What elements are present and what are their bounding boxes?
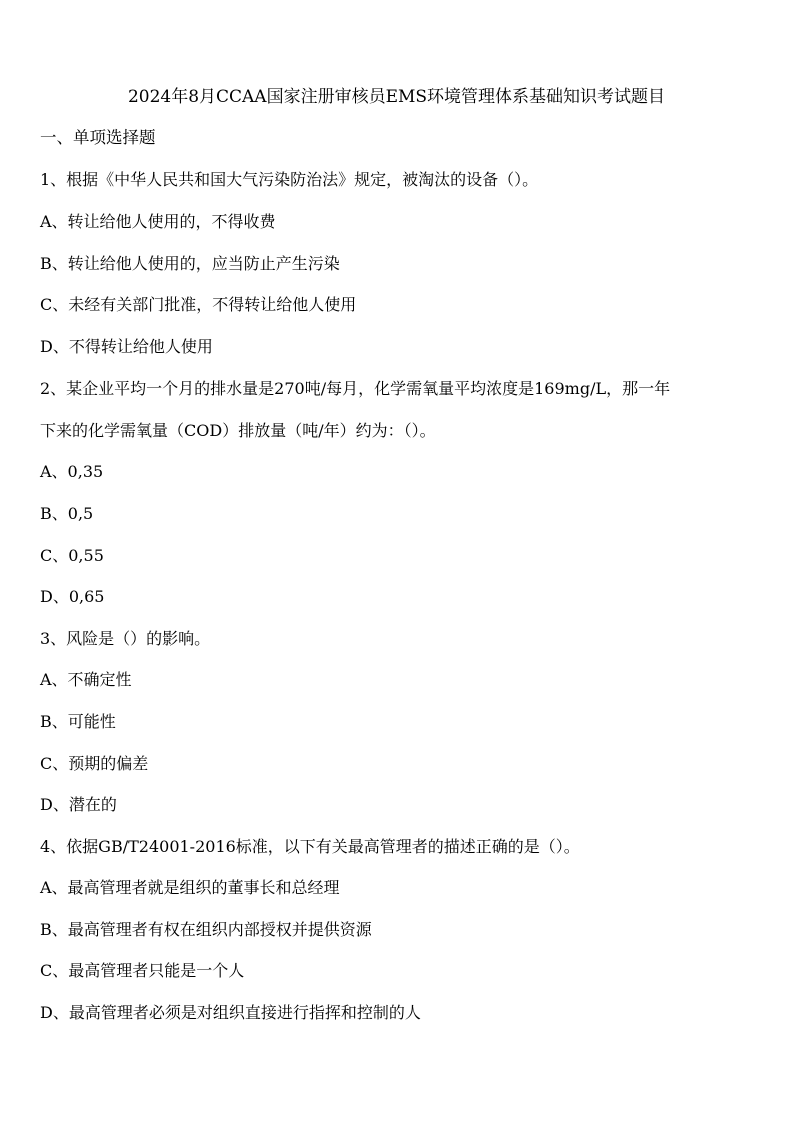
document-title: 2024年8月CCAA国家注册审核员EMS环境管理体系基础知识考试题目 [127, 87, 666, 107]
question-2-stem-line-1: 2、某企业平均一个月的排水量是270吨/每月，化学需氧量平均浓度是169mg/L，那一年 [40, 379, 671, 398]
question-1-stem: 1、根据《中华人民共和国大气污染防治法》规定，被淘汰的设备（）。 [40, 170, 539, 189]
question-3-stem: 3、风险是（）的影响。 [40, 629, 211, 648]
question-4-stem: 4、依据GB/T24001-2016标准，以下有关最高管理者的描述正确的是（）。 [40, 837, 580, 856]
question-2-option-a: A、0,35 [40, 462, 104, 481]
question-1-option-b: B、转让给他人使用的，应当防止产生污染 [40, 254, 340, 273]
question-3-option-c: C、预期的偏差 [40, 754, 149, 773]
question-2-option-c: C、0,55 [40, 546, 104, 565]
question-2-option-d: D、0,65 [40, 587, 105, 606]
question-3-option-d: D、潜在的 [40, 795, 117, 814]
question-2-option-b: B、0,5 [40, 504, 94, 523]
question-1-option-d: D、不得转让给他人使用 [40, 337, 213, 356]
question-4-option-c: C、最高管理者只能是一个人 [40, 961, 245, 980]
question-3-option-b: B、可能性 [40, 712, 116, 731]
question-1-option-c: C、未经有关部门批准，不得转让给他人使用 [40, 295, 357, 314]
question-4-option-a: A、最高管理者就是组织的董事长和总经理 [40, 878, 340, 897]
question-4-option-b: B、最高管理者有权在组织内部授权并提供资源 [40, 920, 372, 939]
section-heading: 一、单项选择题 [40, 128, 156, 147]
question-3-option-a: A、不确定性 [40, 670, 132, 689]
question-2-stem-line-2: 下来的化学需氧量（COD）排放量（吨/年）约为：（）。 [40, 421, 436, 440]
question-1-option-a: A、转让给他人使用的，不得收费 [40, 212, 276, 231]
question-4-option-d: D、最高管理者必须是对组织直接进行指挥和控制的人 [40, 1003, 421, 1022]
